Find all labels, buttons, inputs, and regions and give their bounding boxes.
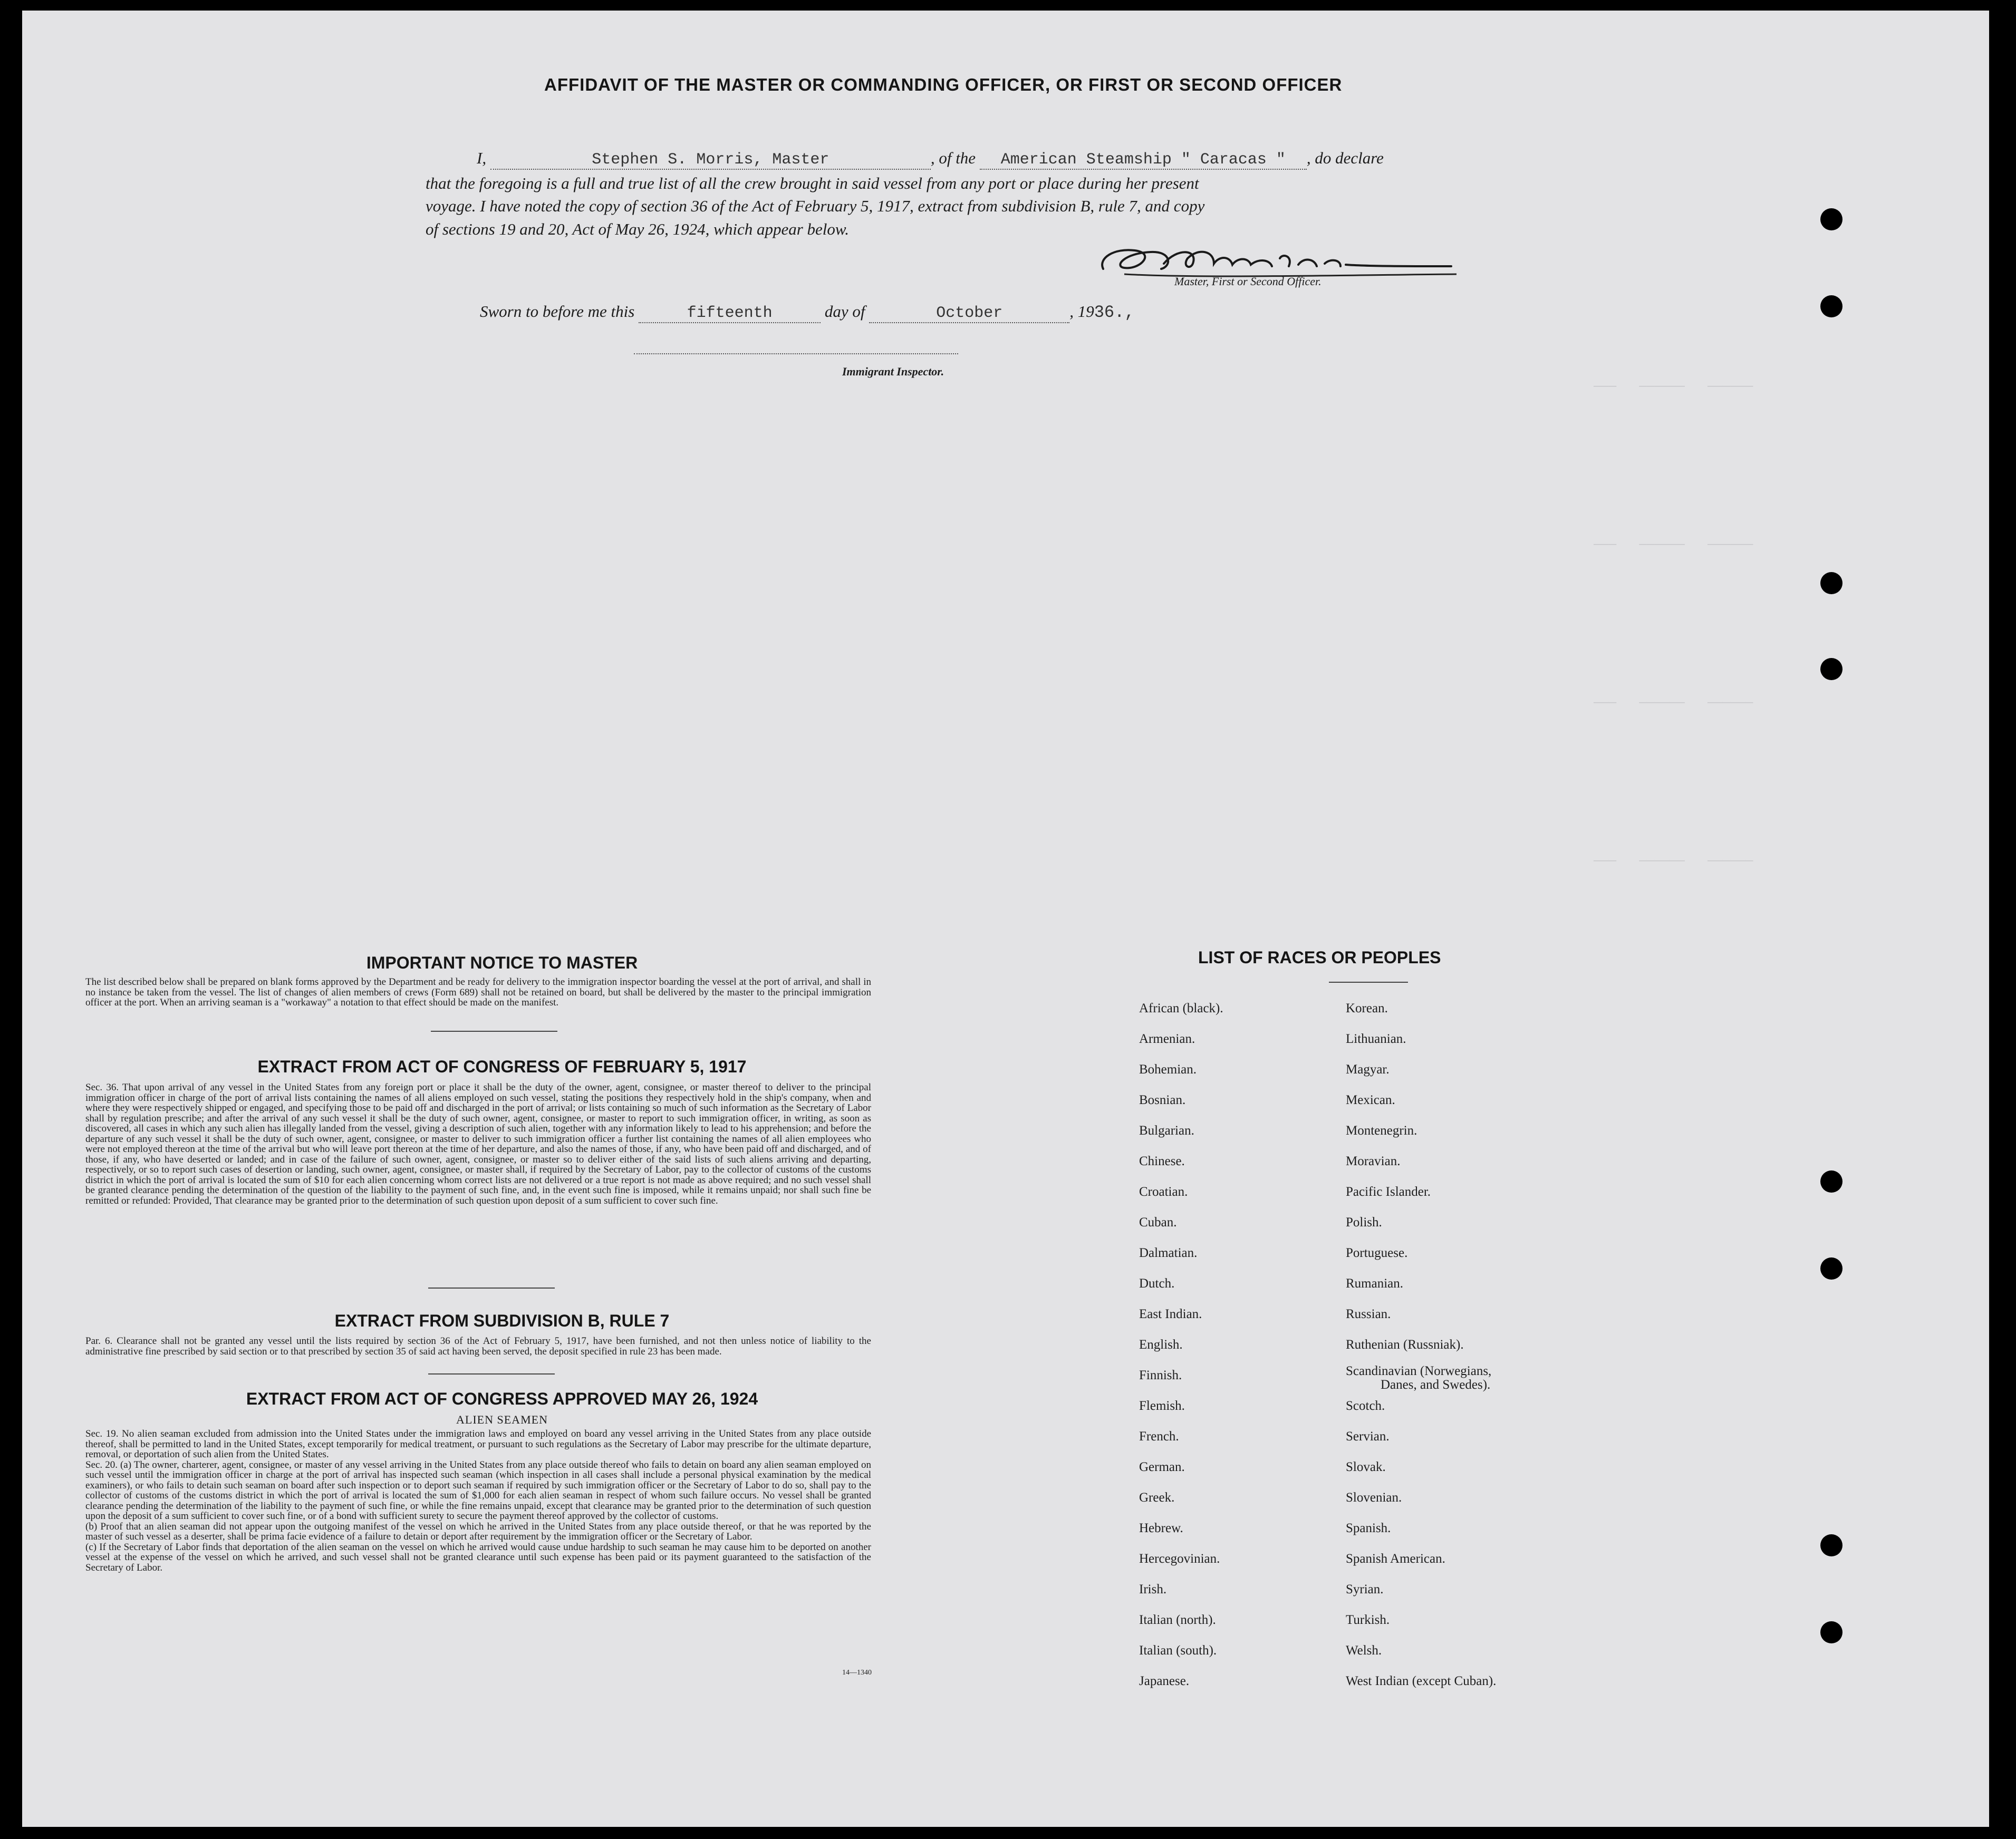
- extract-1917-title: EXTRACT FROM ACT OF CONGRESS OF FEBRUARY 5, 1917: [257, 1057, 747, 1076]
- race-item: Scotch.: [1346, 1399, 1385, 1413]
- race-item: Finnish.: [1139, 1368, 1182, 1382]
- race-item: Moravian.: [1346, 1154, 1401, 1168]
- race-item: Flemish.: [1139, 1399, 1185, 1413]
- race-item: Bohemian.: [1139, 1062, 1197, 1077]
- signature-caption: Master, First or Second Officer.: [1174, 275, 1322, 288]
- race-item: Servian.: [1346, 1429, 1390, 1444]
- sec-20b-text: (b) Proof that an alien seaman did not appear upon the outgoing manifest of the vessel on which he arrived in the United States from any place outside thereof, or that he was reported by the master of such vessel as a deserter, shall be prima facie evidence of a failure to detain or deport after requirement by the immigration officer or the Secretary of Labor.: [85, 1521, 871, 1542]
- race-item: Korean.: [1346, 1001, 1388, 1015]
- race-item: German.: [1139, 1460, 1185, 1474]
- sworn-day-field[interactable]: fifteenth: [639, 302, 821, 323]
- race-item: Armenian.: [1139, 1032, 1195, 1046]
- notice-text: The list described below shall be prepared on blank forms approved by the Department and be ready for delivery to the immigration inspector boarding the vessel at the port of arrival, and shall in no instance be taken from the vessel. The list of changes of alien members of crews (Form 689) shall not be retained on board, but shall be delivered by the master to the principal immigration officer at the port. When an arriving seaman is a "workaway" a notation to that effect should be made on the manifest.: [85, 976, 871, 1008]
- race-item: Pacific Islander.: [1346, 1185, 1431, 1199]
- race-item: French.: [1139, 1429, 1179, 1444]
- race-item: Irish.: [1139, 1582, 1167, 1596]
- of-the-label: , of the: [930, 149, 976, 167]
- race-item: Portuguese.: [1346, 1246, 1408, 1260]
- race-item: Turkish.: [1346, 1613, 1390, 1627]
- extract-1924-title: EXTRACT FROM ACT OF CONGRESS APPROVED MAY 26, 1924: [246, 1389, 758, 1408]
- race-item: Dalmatian.: [1139, 1246, 1198, 1260]
- race-item: Hercegovinian.: [1139, 1552, 1220, 1566]
- race-item: Dutch.: [1139, 1276, 1175, 1291]
- race-item: Slovenian.: [1346, 1490, 1402, 1505]
- form-number: 14—1340: [842, 1669, 872, 1677]
- race-item: Ruthenian (Russniak).: [1346, 1338, 1464, 1352]
- race-item: Magyar.: [1346, 1062, 1390, 1077]
- race-item: Croatian.: [1139, 1185, 1188, 1199]
- affidavit-title: AFFIDAVIT OF THE MASTER OR COMMANDING OFFICER, OR FIRST OR SECOND OFFICER: [544, 75, 1343, 94]
- race-item: Cuban.: [1139, 1215, 1177, 1230]
- bleed-through-text: ——— —————— ——————: [1594, 538, 1753, 552]
- master-name-field[interactable]: Stephen S. Morris, Master: [490, 149, 931, 170]
- race-item: Chinese.: [1139, 1154, 1185, 1168]
- sworn-month-field[interactable]: October: [869, 302, 1069, 323]
- affidavit-line-1: [477, 149, 1479, 170]
- extract-rule7-title: EXTRACT FROM SUBDIVISION B, RULE 7: [334, 1311, 670, 1330]
- race-item: Welsh.: [1346, 1643, 1382, 1658]
- bleed-through-text: ——— —————— ——————: [1594, 380, 1753, 394]
- sec-19-text: Sec. 19. No alien seaman excluded from admission into the United States under the immigration laws and employed on board any vessel arriving in the United States from any place outside thereof, shall be permitted to land in the United States, except temporarily for medical treatment, or pursuant to such regulations as the Secretary of Labor may prescribe for the ultimate departure, removal, or deportation of such alien from the United States.: [85, 1428, 871, 1460]
- punch-hole: [1820, 1257, 1843, 1280]
- pronoun-label: I,: [477, 149, 487, 167]
- race-item: Japanese.: [1139, 1674, 1190, 1688]
- extract-rule7-text: Par. 6. Clearance shall not be granted any vessel until the lists required by section 36 of the Act of February 5, 1917, have been furnished, and not then unless notice of liability to the administrative fine prescribed by said section or to that prescribed by section 35 of said act having been served, the deposit specified in rule 23 has been made.: [85, 1335, 871, 1357]
- inspector-signature-line[interactable]: [634, 353, 958, 354]
- races-title: LIST OF RACES OR PEOPLES: [1198, 948, 1441, 967]
- divider: [1329, 982, 1408, 983]
- race-item: Italian (north).: [1139, 1613, 1216, 1627]
- race-item: Bulgarian.: [1139, 1124, 1194, 1138]
- affidavit-line-4: of sections 19 and 20, Act of May 26, 1924, which appear below.: [426, 220, 850, 238]
- vessel-name-field[interactable]: American Steamship " Caracas ": [980, 149, 1307, 170]
- do-declare-label: , do declare: [1306, 149, 1384, 167]
- divider: [431, 1031, 557, 1032]
- divider: [428, 1373, 555, 1375]
- race-item: Slovak.: [1346, 1460, 1386, 1474]
- punch-hole: [1820, 1621, 1843, 1643]
- document-page: [22, 11, 1989, 1827]
- race-item: Bosnian.: [1139, 1093, 1186, 1107]
- extract-1917-text: Sec. 36. That upon arrival of any vessel in the United States from any foreign port or place it shall be the duty of the owner, agent, consignee, or master thereof to deliver to the principal immigration officer in charge of the port of arrival lists containing the names of all aliens employed on such vessel, stating the positions they respectively hold in the ship's company, when and where they were respectively shipped or engaged, and specifying those to be paid off and discharged in the port of arrival; or lists containing so much of such information as the Secretary of Labor shall by regulation prescribe; and after the arrival of any such vessel it shall be the duty of such owner, agent, consignee, or master to report to such immigration officer, in writing, as soon as discovered, all cases in which any such alien has illegally landed from the vessel, giving a description of such alien, together with any information likely to lead to his apprehension; and before the departure of any such vessel it shall be the duty of such owner, agent, consignee, or master to deliver to such immigration officer a further list containing the names of all alien employees who were not employed thereon at the time of the arrival but who will leave port thereon at the time of her departure, and also the names of those, if any, who have been paid off and discharged, and of those, if any, who have deserted or landed; and in case of the failure of such owner, agent, consignee, or master so to deliver either of the said lists of such aliens arriving and departing, respectively, or so to report such cases of desertion or landing, such owner, agent, consignee, or master shall, if required by the Secretary of Labor, pay to the collector of customs of the customs district in which the port of arrival is located the sum of $10 for each alien concerning whom correct lists are not delivered or a true report is not made as above required; and no such vessel shall be granted clearance pending the determination of the question of the liability to the payment of such fine, and, in the event such fine is imposed, while it remains unpaid; nor shall such fine be remitted or refunded: Provided, That clearance may be granted prior to the determination of such question upon deposit of a sum sufficient to cover such fine.: [85, 1082, 871, 1206]
- race-item: African (black).: [1139, 1001, 1223, 1015]
- notice-title: IMPORTANT NOTICE TO MASTER: [366, 953, 638, 972]
- race-item: Polish.: [1346, 1215, 1382, 1230]
- extract-1924-text: [85, 1429, 871, 1573]
- race-item: Danes, and Swedes).: [1381, 1378, 1491, 1392]
- alien-seamen-subtitle: ALIEN SEAMEN: [456, 1413, 548, 1426]
- race-item: Scandinavian (Norwegians,: [1346, 1364, 1492, 1378]
- race-item: Mexican.: [1346, 1093, 1395, 1107]
- race-item: Hebrew.: [1139, 1521, 1183, 1535]
- race-item: English.: [1139, 1338, 1183, 1352]
- race-item: East Indian.: [1139, 1307, 1202, 1321]
- race-item: Spanish American.: [1346, 1552, 1445, 1566]
- race-item: West Indian (except Cuban).: [1346, 1674, 1497, 1688]
- inspector-label: Immigrant Inspector.: [842, 365, 944, 378]
- race-item: Greek.: [1139, 1490, 1175, 1505]
- race-item: Lithuanian.: [1346, 1032, 1406, 1046]
- punch-hole: [1820, 295, 1843, 317]
- sworn-year-field[interactable]: 36.,: [1094, 303, 1135, 322]
- punch-hole: [1820, 1170, 1843, 1193]
- punch-hole: [1820, 208, 1843, 230]
- race-item: Rumanian.: [1346, 1276, 1404, 1291]
- year-prefix-label: , 19: [1069, 302, 1094, 321]
- divider: [428, 1288, 555, 1289]
- race-item: Spanish.: [1346, 1521, 1391, 1535]
- race-item: Italian (south).: [1139, 1643, 1217, 1658]
- race-item: Montenegrin.: [1346, 1124, 1417, 1138]
- bleed-through-text: ——— —————— ——————: [1594, 696, 1753, 710]
- sec-20c-text: (c) If the Secretary of Labor finds that deportation of the alien seaman on the vessel on which he arrived would cause undue hardship to such seaman he may cause him to be deported on another vessel at the expense of the vessel on which he arrived, and such vessel shall not be granted clearance until such expense has been paid or its payment guaranteed to the satisfaction of the Secretary of Labor.: [85, 1541, 871, 1573]
- punch-hole: [1820, 572, 1843, 594]
- day-of-label: day of: [824, 302, 865, 321]
- affidavit-line-3: voyage. I have noted the copy of section 36 of the Act of February 5, 1917, extract from subdivision B, rule 7, and copy: [426, 197, 1205, 215]
- bleed-through-text: ——— —————— ——————: [1594, 854, 1753, 868]
- race-item: Russian.: [1346, 1307, 1391, 1321]
- sec-20a-text: Sec. 20. (a) The owner, charterer, agent, consignee, or master of any vessel arriving in the United States from any place outside thereof who fails to detain on board any alien seaman employed on such vessel until the immigration officer in charge at the port of arrival has inspected such seaman (which inspection in all cases shall include a personal physical examination by the medical examiners), or who fails to detain such seaman on board after such inspection or to deport such seaman if required by such immigration officer or the Secretary of Labor to do so, shall pay to the collector of customs of the customs district in which the port of arrival is located the sum of $1,000 for each alien seaman in respect of whom such failure occurs. No vessel shall be granted clearance pending the determination of the liability to the payment of such fine, or while the fine remains unpaid, except that clearance may be granted prior to the determination of such question upon the deposit of a sum sufficient to cover such fine, or of a bond with sufficient surety to secure the payment thereof approved by the collector of customs.: [85, 1459, 871, 1522]
- punch-hole: [1820, 1534, 1843, 1556]
- punch-hole: [1820, 658, 1843, 680]
- sworn-line: [480, 302, 1135, 323]
- affidavit-line-2: that the foregoing is a full and true list of all the crew brought in said vessel from any port or place during her present: [426, 174, 1199, 192]
- race-item: Syrian.: [1346, 1582, 1384, 1596]
- sworn-label: Sworn to before me this: [480, 302, 635, 321]
